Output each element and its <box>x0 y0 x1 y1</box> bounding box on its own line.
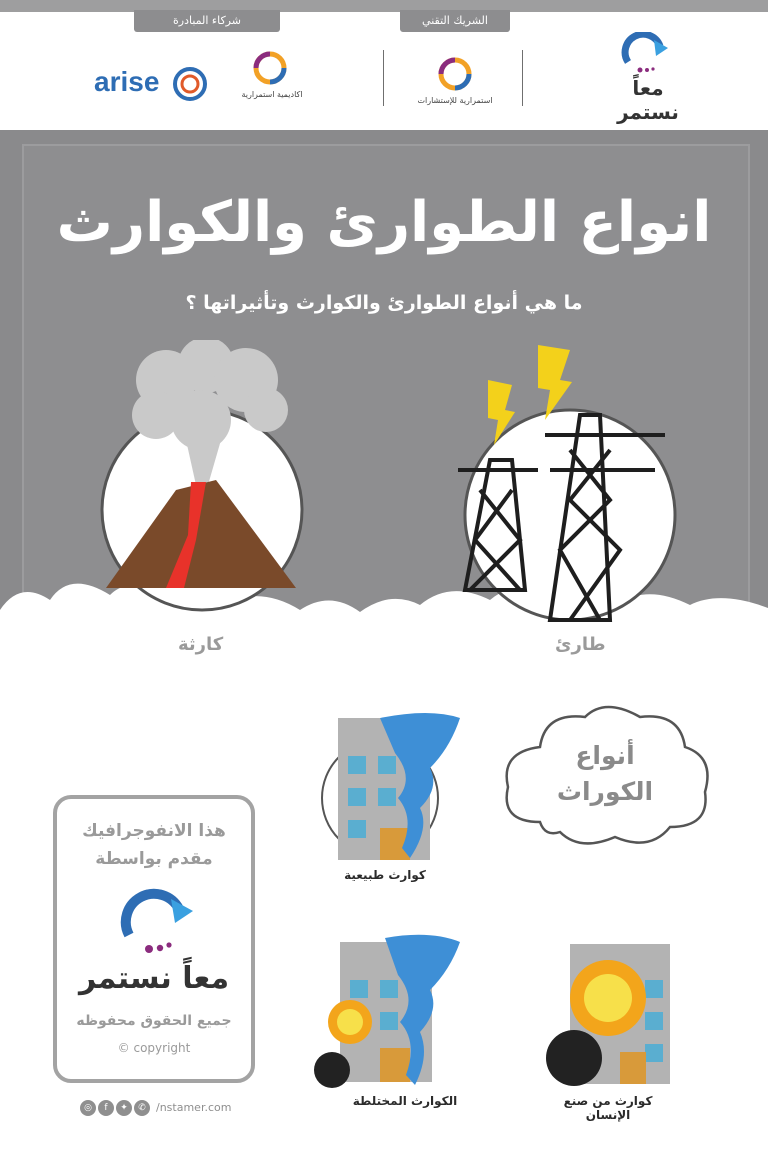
manmade-disaster-illustration <box>540 940 690 1095</box>
credit-box <box>53 795 255 1083</box>
credit-brand-swoosh-icon <box>115 885 195 957</box>
mixed-disaster-caption: الكوارث المختلطة <box>352 1094 458 1108</box>
bomb-icon-large <box>546 1030 602 1086</box>
arise-emblem-icon <box>172 66 208 102</box>
mixed-disaster-illustration <box>310 930 470 1095</box>
power-tower-illustration <box>450 340 690 630</box>
types-cloud-title: أنواع الكوراث <box>556 741 654 806</box>
emergency-label: طارئ <box>555 634 606 655</box>
header-divider-right <box>522 50 523 106</box>
credit-rights: جميع الحقوق محفوظه <box>76 1013 232 1029</box>
academy-logo: اكاديمية استمرارية <box>232 50 312 106</box>
twitter-icon[interactable]: ✦ <box>116 1100 132 1116</box>
credit-line-2: مقدم بواسطة <box>95 849 213 869</box>
consulting-ring-icon <box>434 56 476 92</box>
disaster-label: كارثة <box>178 634 224 655</box>
credit-line-1: هذا الانفوجرافيك <box>82 821 226 841</box>
page-title: انواع الطوارئ والكوارث <box>56 190 712 255</box>
facebook-icon[interactable]: f <box>98 1100 114 1116</box>
consulting-logo: استمرارية للإستشارات <box>412 56 498 108</box>
brand-logo-header: معاً نستمر <box>598 32 698 102</box>
brand-swoosh-icon <box>620 32 670 76</box>
credit-copyright: © copyright <box>117 1041 191 1055</box>
natural-disaster-illustration <box>320 708 470 868</box>
instagram-icon[interactable]: ◎ <box>80 1100 96 1116</box>
arise-logo: arise <box>94 66 214 104</box>
academy-ring-icon <box>250 50 290 86</box>
header-divider-left <box>383 50 384 106</box>
partners-tab: شركاء المبادرة <box>134 10 280 32</box>
footer-handle[interactable]: /nstamer.com <box>156 1101 232 1114</box>
explosion-icon <box>328 1000 372 1044</box>
tech-partner-tab: الشريك التقني <box>400 10 510 32</box>
explosion-icon-large <box>570 960 646 1036</box>
credit-brand-logo: معاً نستمر <box>78 961 230 996</box>
page-subtitle: ما هي أنواع الطوارئ والكوارث وتأثيراتها ؟ <box>185 292 583 314</box>
manmade-disaster-caption: كوارث من صنع الإنسان <box>563 1094 653 1122</box>
natural-disaster-caption: كوارث طبيعية <box>344 868 426 882</box>
bomb-icon <box>314 1052 350 1088</box>
whatsapp-icon[interactable]: ✆ <box>134 1100 150 1116</box>
top-bar <box>0 0 768 12</box>
volcano-illustration <box>96 340 311 620</box>
